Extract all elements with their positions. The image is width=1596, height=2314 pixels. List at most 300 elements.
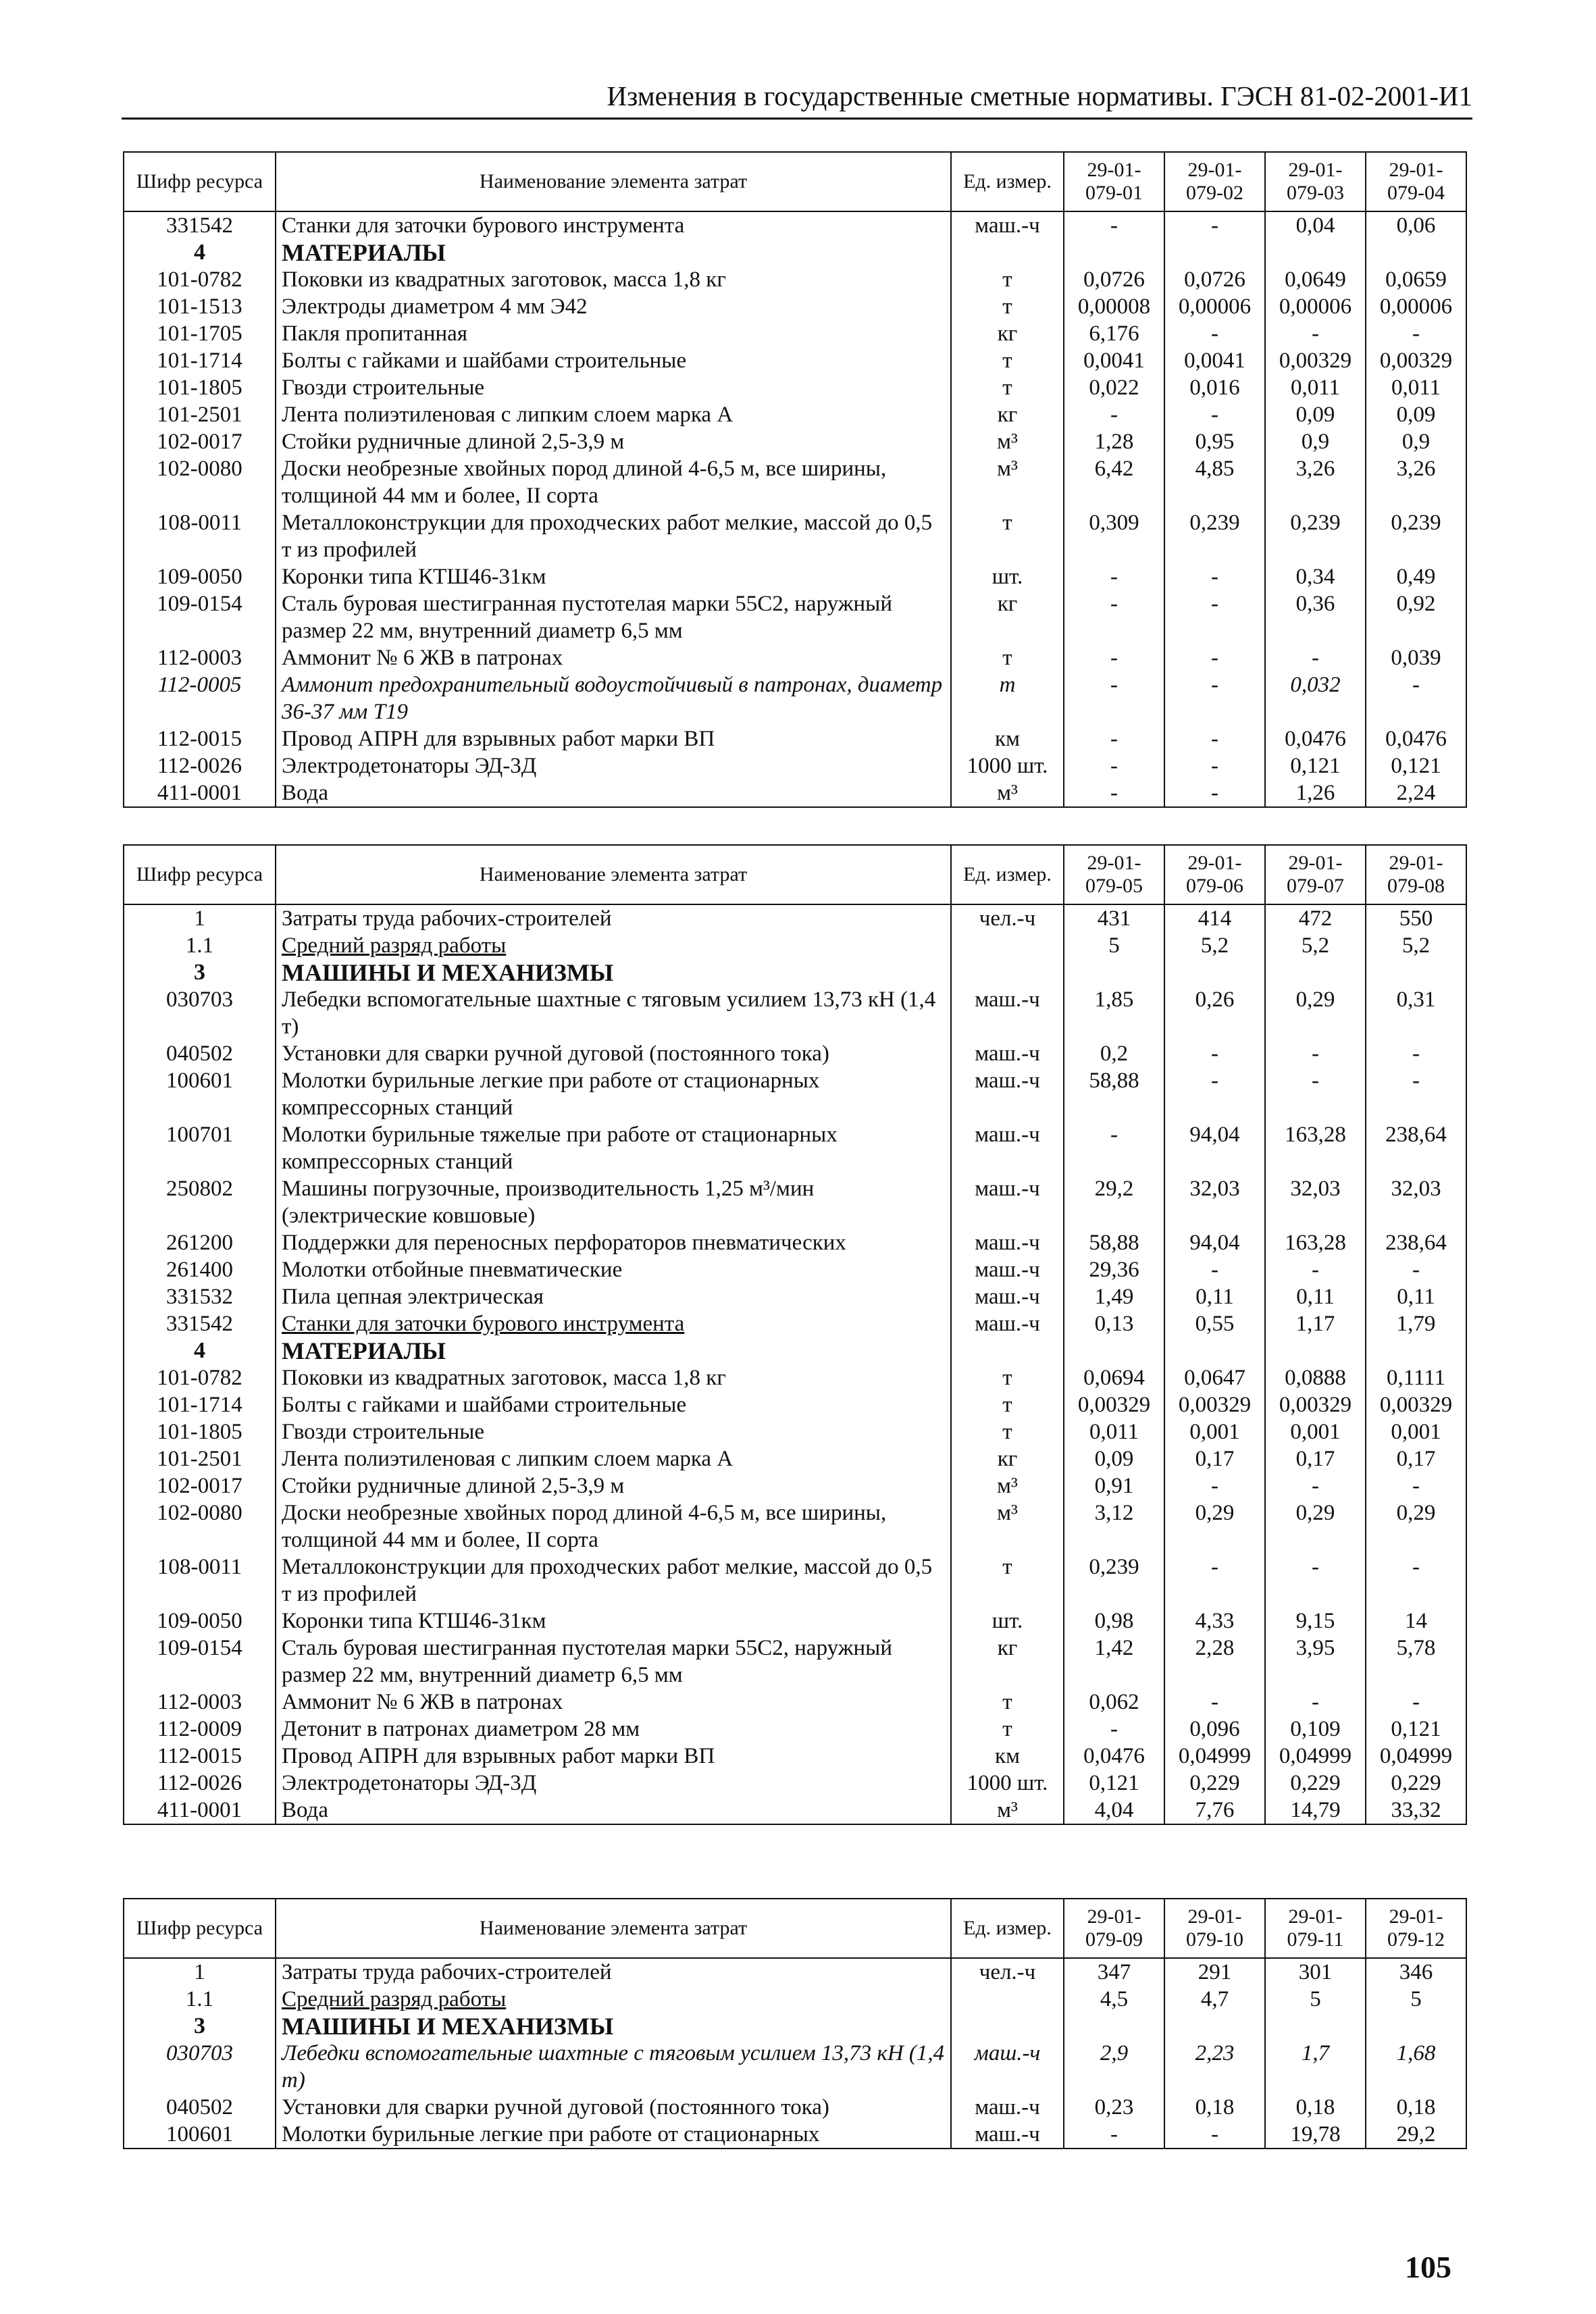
norm-value-cell: - xyxy=(1164,1040,1265,1067)
norm-value-cell: 33,32 xyxy=(1366,1797,1466,1824)
norm-value-cell xyxy=(1265,239,1366,266)
norm-value-cell: 0,98 xyxy=(1064,1608,1164,1635)
unit-cell: т xyxy=(951,644,1064,671)
resource-code-cell: 4 xyxy=(124,239,276,266)
cost-element-name-cell: Доски необрезные хвойных пород длиной 4-6,5 м, все ширины, толщиной 44 мм и более, II сорта xyxy=(276,455,951,509)
unit-cell: маш.-ч xyxy=(951,1067,1064,1121)
table-row xyxy=(124,1364,1466,1391)
norm-value-cell: 32,03 xyxy=(1164,1175,1265,1229)
table-row xyxy=(124,1283,1466,1310)
resource-code-cell: 108-0011 xyxy=(124,509,276,563)
table-row xyxy=(124,320,1466,347)
norm-value-cell: 0,239 xyxy=(1366,509,1466,563)
norm-value-cell: - xyxy=(1164,590,1265,644)
table-row xyxy=(124,1608,1466,1635)
norm-value-cell: 0,011 xyxy=(1366,374,1466,401)
cost-element-name-cell: МАШИНЫ И МЕХАНИЗМЫ xyxy=(276,2013,951,2040)
norm-value-cell: 0,9 xyxy=(1265,428,1366,455)
norm-value-cell: - xyxy=(1265,644,1366,671)
table-row xyxy=(124,1958,1466,1986)
norm-value-cell xyxy=(1164,2013,1265,2040)
norm-value-cell: 0,039 xyxy=(1366,644,1466,671)
unit-cell xyxy=(951,2013,1064,2040)
unit-cell: кг xyxy=(951,590,1064,644)
norm-value-cell: - xyxy=(1164,779,1265,807)
table-row xyxy=(124,671,1466,725)
resource-code-cell: 1 xyxy=(124,904,276,932)
norm-value-cell: 431 xyxy=(1064,904,1164,932)
norm-value-cell: - xyxy=(1366,1040,1466,1067)
col-header-norm: 29-01-079-10 xyxy=(1164,1899,1265,1958)
resource-code-cell: 411-0001 xyxy=(124,1797,276,1824)
resource-code-cell: 040502 xyxy=(124,2094,276,2121)
norm-value-cell: 4,04 xyxy=(1064,1797,1164,1824)
norm-value-cell: 0,011 xyxy=(1265,374,1366,401)
norm-value-cell: 0,00329 xyxy=(1265,1391,1366,1418)
norm-value-cell: 0,00329 xyxy=(1064,1391,1164,1418)
resource-code-cell: 112-0005 xyxy=(124,671,276,725)
norm-value-cell: 2,9 xyxy=(1064,2040,1164,2094)
norm-value-cell: 0,04999 xyxy=(1164,1743,1265,1770)
col-header-norm: 29-01-079-02 xyxy=(1164,152,1265,211)
col-header-norm: 29-01-079-05 xyxy=(1064,845,1164,904)
norm-value-cell: - xyxy=(1164,725,1265,752)
norm-value-cell: - xyxy=(1164,644,1265,671)
resource-table-1 xyxy=(123,151,1467,808)
norm-value-cell: - xyxy=(1164,401,1265,428)
cost-element-name-cell: Установки для сварки ручной дуговой (постоянного тока) xyxy=(276,2094,951,2121)
unit-cell: т xyxy=(951,374,1064,401)
norm-value-cell: 238,64 xyxy=(1366,1121,1466,1175)
resource-code-cell: 1.1 xyxy=(124,1986,276,2013)
unit-cell: т xyxy=(951,1391,1064,1418)
norm-value-cell: 0,00329 xyxy=(1366,347,1466,374)
cost-element-name-cell: Провод АПРН для взрывных работ марки ВП xyxy=(276,725,951,752)
resource-code-cell: 109-0154 xyxy=(124,1635,276,1689)
page-number: 105 xyxy=(1405,2250,1451,2284)
table-row xyxy=(124,1229,1466,1256)
norm-value-cell: - xyxy=(1265,1256,1366,1283)
unit-cell: т xyxy=(951,266,1064,293)
unit-cell: маш.-ч xyxy=(951,1256,1064,1283)
norm-value-cell: 238,64 xyxy=(1366,1229,1466,1256)
norm-value-cell: 0,0476 xyxy=(1265,725,1366,752)
cost-element-name-cell: Гвозди строительные xyxy=(276,1418,951,1445)
cost-element-name-cell: Пила цепная электрическая xyxy=(276,1283,951,1310)
norm-value-cell: - xyxy=(1366,1067,1466,1121)
norm-value-cell: 0,04 xyxy=(1265,211,1366,239)
cost-element-name-cell: Аммонит № 6 ЖВ в патронах xyxy=(276,1689,951,1716)
col-header-unit: Ед. измер. xyxy=(951,152,1064,211)
table-row xyxy=(124,509,1466,563)
norm-value-cell: - xyxy=(1265,1553,1366,1608)
resource-code-cell: 101-1705 xyxy=(124,320,276,347)
resource-code-cell: 101-1805 xyxy=(124,374,276,401)
cost-element-name-cell: Поковки из квадратных заготовок, масса 1,8 кг xyxy=(276,1364,951,1391)
resource-code-cell: 1 xyxy=(124,1958,276,1986)
cost-element-name-cell: Поддержки для переносных перфораторов пневматических xyxy=(276,1229,951,1256)
norm-value-cell: 0,9 xyxy=(1366,428,1466,455)
norm-value-cell: - xyxy=(1164,2121,1265,2149)
norm-value-cell: 0,29 xyxy=(1366,1499,1466,1553)
cost-element-name-cell: Электродетонаторы ЭД-3Д xyxy=(276,752,951,779)
norm-value-cell: 0,04999 xyxy=(1265,1743,1366,1770)
norm-value-cell: - xyxy=(1164,320,1265,347)
norm-value-cell: 0,032 xyxy=(1265,671,1366,725)
norm-value-cell: 0,18 xyxy=(1366,2094,1466,2121)
resource-code-cell: 112-0009 xyxy=(124,1716,276,1743)
norm-value-cell: 29,36 xyxy=(1064,1256,1164,1283)
resource-code-cell: 102-0080 xyxy=(124,455,276,509)
resource-table-3 xyxy=(123,1898,1467,2149)
norm-value-cell xyxy=(1164,1337,1265,1364)
table-body xyxy=(124,211,1466,807)
norm-value-cell: - xyxy=(1366,320,1466,347)
norm-value-cell: 5,78 xyxy=(1366,1635,1466,1689)
unit-cell xyxy=(951,959,1064,986)
unit-cell: т xyxy=(951,1716,1064,1743)
norm-value-cell: - xyxy=(1064,779,1164,807)
section-row xyxy=(124,2013,1466,2040)
norm-value-cell: 0,109 xyxy=(1265,1716,1366,1743)
unit-cell: м³ xyxy=(951,1499,1064,1553)
norm-value-cell: 0,0888 xyxy=(1265,1364,1366,1391)
resource-code-cell: 100701 xyxy=(124,1121,276,1175)
resource-code-cell: 109-0154 xyxy=(124,590,276,644)
unit-cell: т xyxy=(951,1689,1064,1716)
norm-value-cell: 0,309 xyxy=(1064,509,1164,563)
resource-code-cell: 411-0001 xyxy=(124,779,276,807)
cost-element-name-cell: Стойки рудничные длиной 2,5-3,9 м xyxy=(276,428,951,455)
table-row xyxy=(124,1445,1466,1472)
unit-cell: кг xyxy=(951,1635,1064,1689)
cost-element-name-cell: Установки для сварки ручной дуговой (постоянного тока) xyxy=(276,1040,951,1067)
resource-code-cell: 101-1714 xyxy=(124,347,276,374)
norm-value-cell: 3,12 xyxy=(1064,1499,1164,1553)
norm-value-cell: 0,29 xyxy=(1164,1499,1265,1553)
norm-value-cell: - xyxy=(1064,590,1164,644)
norm-value-cell: - xyxy=(1064,211,1164,239)
unit-cell: 1000 шт. xyxy=(951,752,1064,779)
norm-value-cell: 6,42 xyxy=(1064,455,1164,509)
norm-value-cell: 3,26 xyxy=(1366,455,1466,509)
norm-value-cell: 0,001 xyxy=(1265,1418,1366,1445)
norm-value-cell: 0,229 xyxy=(1164,1770,1265,1797)
norm-value-cell: - xyxy=(1366,1256,1466,1283)
norm-value-cell: 0,239 xyxy=(1164,509,1265,563)
norm-value-cell: 58,88 xyxy=(1064,1229,1164,1256)
resource-code-cell: 101-0782 xyxy=(124,266,276,293)
norm-value-cell: 0,0647 xyxy=(1164,1364,1265,1391)
norm-value-cell: 0,18 xyxy=(1265,2094,1366,2121)
unit-cell: маш.-ч xyxy=(951,211,1064,239)
table-row xyxy=(124,1716,1466,1743)
norm-value-cell: 0,18 xyxy=(1164,2094,1265,2121)
norm-value-cell: - xyxy=(1164,563,1265,590)
norm-value-cell: - xyxy=(1164,752,1265,779)
norm-value-cell: 0,06 xyxy=(1366,211,1466,239)
norm-value-cell: 163,28 xyxy=(1265,1229,1366,1256)
unit-cell: маш.-ч xyxy=(951,1121,1064,1175)
norm-value-cell: 0,17 xyxy=(1164,1445,1265,1472)
table-row xyxy=(124,2121,1466,2149)
norm-value-cell xyxy=(1265,959,1366,986)
norm-value-cell: 301 xyxy=(1265,1958,1366,1986)
unit-cell: чел.-ч xyxy=(951,904,1064,932)
norm-value-cell: 0,001 xyxy=(1366,1418,1466,1445)
norm-value-cell xyxy=(1064,2013,1164,2040)
norm-value-cell: - xyxy=(1064,1716,1164,1743)
col-header-norm: 29-01-079-04 xyxy=(1366,152,1466,211)
norm-value-cell: 347 xyxy=(1064,1958,1164,1986)
norm-value-cell: 0,0041 xyxy=(1064,347,1164,374)
cost-element-name-cell: Стойки рудничные длиной 2,5-3,9 м xyxy=(276,1472,951,1499)
resource-code-cell: 112-0003 xyxy=(124,644,276,671)
norm-value-cell: 0,00008 xyxy=(1064,293,1164,320)
unit-cell: маш.-ч xyxy=(951,1040,1064,1067)
norm-value-cell: 0,1111 xyxy=(1366,1364,1466,1391)
unit-cell: м³ xyxy=(951,779,1064,807)
norm-value-cell: 0,0726 xyxy=(1064,266,1164,293)
table-row xyxy=(124,1770,1466,1797)
resource-code-cell: 030703 xyxy=(124,2040,276,2094)
cost-element-name-text: Средний разряд работы xyxy=(282,933,507,958)
norm-value-cell: 29,2 xyxy=(1064,1175,1164,1229)
unit-cell: маш.-ч xyxy=(951,2121,1064,2149)
norm-value-cell: 6,176 xyxy=(1064,320,1164,347)
norm-value-cell: 3,26 xyxy=(1265,455,1366,509)
norm-value-cell: 0,04999 xyxy=(1366,1743,1466,1770)
table-row xyxy=(124,904,1466,932)
resource-code-cell: 112-0026 xyxy=(124,752,276,779)
cost-element-name-cell: Электродетонаторы ЭД-3Д xyxy=(276,1770,951,1797)
norm-value-cell: - xyxy=(1164,1256,1265,1283)
resource-code-cell: 101-2501 xyxy=(124,1445,276,1472)
norm-value-cell: 163,28 xyxy=(1265,1121,1366,1175)
table-row xyxy=(124,374,1466,401)
norm-value-cell: 0,0476 xyxy=(1064,1743,1164,1770)
unit-cell: т xyxy=(951,347,1064,374)
col-header-norm: 29-01-079-06 xyxy=(1164,845,1265,904)
cost-element-name-cell: Лебедки вспомогательные шахтные с тяговым усилием 13,73 кН (1,4 т) xyxy=(276,986,951,1040)
unit-cell: км xyxy=(951,725,1064,752)
norm-value-cell: - xyxy=(1164,1689,1265,1716)
norm-value-cell: 4,85 xyxy=(1164,455,1265,509)
section-row xyxy=(124,959,1466,986)
table-row xyxy=(124,428,1466,455)
norm-value-cell: 4,5 xyxy=(1064,1986,1164,2013)
norm-value-cell: 0,016 xyxy=(1164,374,1265,401)
norm-value-cell xyxy=(1064,959,1164,986)
col-header-norm: 29-01-079-07 xyxy=(1265,845,1366,904)
norm-value-cell xyxy=(1366,1337,1466,1364)
norm-value-cell: 0,001 xyxy=(1164,1418,1265,1445)
table-body xyxy=(124,1958,1466,2149)
norm-value-cell: 5,2 xyxy=(1265,932,1366,959)
unit-cell: м³ xyxy=(951,1472,1064,1499)
table-row xyxy=(124,1635,1466,1689)
unit-cell: м³ xyxy=(951,455,1064,509)
cost-element-name-cell: Аммонит № 6 ЖВ в патронах xyxy=(276,644,951,671)
norm-value-cell: 0,11 xyxy=(1164,1283,1265,1310)
cost-element-name-cell: Доски необрезные хвойных пород длиной 4-6,5 м, все ширины, толщиной 44 мм и более, II сорта xyxy=(276,1499,951,1553)
cost-element-name-cell: МАТЕРИАЛЫ xyxy=(276,1337,951,1364)
cost-element-name-cell: МАШИНЫ И МЕХАНИЗМЫ xyxy=(276,959,951,986)
resource-code-cell: 250802 xyxy=(124,1175,276,1229)
norm-value-cell: 0,00329 xyxy=(1265,347,1366,374)
norm-value-cell: - xyxy=(1366,671,1466,725)
norm-value-cell: 291 xyxy=(1164,1958,1265,1986)
norm-value-cell: - xyxy=(1164,1472,1265,1499)
resource-table-2 xyxy=(123,844,1467,1825)
norm-value-cell: 0,121 xyxy=(1366,752,1466,779)
unit-cell: м³ xyxy=(951,1797,1064,1824)
norm-value-cell: 2,23 xyxy=(1164,2040,1265,2094)
cost-element-name-cell xyxy=(276,1986,951,2013)
norm-value-cell: 0,0694 xyxy=(1064,1364,1164,1391)
col-header-norm: 29-01-079-08 xyxy=(1366,845,1466,904)
table-row xyxy=(124,1391,1466,1418)
resource-code-cell: 331532 xyxy=(124,1283,276,1310)
table-row xyxy=(124,1418,1466,1445)
cost-element-name-cell: Аммонит предохранительный водоустойчивый в патронах, диаметр 36-37 мм Т19 xyxy=(276,671,951,725)
norm-value-cell: 0,229 xyxy=(1366,1770,1466,1797)
norm-value-cell: 0,0649 xyxy=(1265,266,1366,293)
page-header: Изменения в государственные сметные нормативы. ГЭСН 81-02-2001-И1 xyxy=(122,76,1472,120)
resource-code-cell: 112-0015 xyxy=(124,1743,276,1770)
unit-cell: шт. xyxy=(951,1608,1064,1635)
cost-element-name-cell: Болты с гайками и шайбами строительные xyxy=(276,347,951,374)
norm-value-cell: 29,2 xyxy=(1366,2121,1466,2149)
resource-code-cell: 108-0011 xyxy=(124,1553,276,1608)
cost-element-name-cell: Молотки бурильные легкие при работе от стационарных компрессорных станций xyxy=(276,1067,951,1121)
cost-element-name-cell: Детонит в патронах диаметром 28 мм xyxy=(276,1716,951,1743)
cost-element-name-text: Средний разряд работы xyxy=(282,1987,507,2011)
resource-code-cell: 030703 xyxy=(124,986,276,1040)
norm-value-cell: 1,49 xyxy=(1064,1283,1164,1310)
resource-code-cell: 101-2501 xyxy=(124,401,276,428)
norm-value-cell: 1,26 xyxy=(1265,779,1366,807)
norm-value-cell: 0,17 xyxy=(1366,1445,1466,1472)
table-row xyxy=(124,644,1466,671)
resource-code-cell: 102-0080 xyxy=(124,1499,276,1553)
cost-element-name-cell: Болты с гайками и шайбами строительные xyxy=(276,1391,951,1418)
resource-code-cell: 100601 xyxy=(124,2121,276,2149)
col-header-code: Шифр ресурса xyxy=(124,845,276,904)
norm-value-cell: 14,79 xyxy=(1265,1797,1366,1824)
unit-cell: шт. xyxy=(951,563,1064,590)
unit-cell xyxy=(951,1986,1064,2013)
norm-value-cell: - xyxy=(1064,752,1164,779)
table-header-row xyxy=(124,845,1466,904)
col-header-norm: 29-01-079-09 xyxy=(1064,1899,1164,1958)
norm-value-cell: 0,09 xyxy=(1064,1445,1164,1472)
cost-element-name-text: Станки для заточки бурового инструмента xyxy=(282,1312,685,1336)
norm-value-cell: 0,00329 xyxy=(1164,1391,1265,1418)
resource-code-cell: 3 xyxy=(124,959,276,986)
unit-cell: маш.-ч xyxy=(951,1310,1064,1337)
norm-value-cell: 0,11 xyxy=(1265,1283,1366,1310)
norm-value-cell: 0,121 xyxy=(1064,1770,1164,1797)
unit-cell: чел.-ч xyxy=(951,1958,1064,1986)
norm-value-cell: 4,7 xyxy=(1164,1986,1265,2013)
norm-value-cell: 0,31 xyxy=(1366,986,1466,1040)
norm-value-cell: 7,76 xyxy=(1164,1797,1265,1824)
table-row xyxy=(124,1175,1466,1229)
norm-value-cell: - xyxy=(1164,211,1265,239)
norm-value-cell: 0,11 xyxy=(1366,1283,1466,1310)
cost-element-name-cell: Электроды диаметром 4 мм Э42 xyxy=(276,293,951,320)
resource-code-cell: 109-0050 xyxy=(124,563,276,590)
unit-cell: маш.-ч xyxy=(951,986,1064,1040)
cost-element-name-cell: Провод АПРН для взрывных работ марки ВП xyxy=(276,1743,951,1770)
cost-element-name-cell: Металлоконструкции для проходческих работ мелкие, массой до 0,5 т из профилей xyxy=(276,509,951,563)
norm-value-cell: 472 xyxy=(1265,904,1366,932)
resource-code-cell: 112-0003 xyxy=(124,1689,276,1716)
table-row xyxy=(124,1040,1466,1067)
unit-cell xyxy=(951,239,1064,266)
cost-element-name-cell: Лента полиэтиленовая с липким слоем марка А xyxy=(276,1445,951,1472)
col-header-norm: 29-01-079-03 xyxy=(1265,152,1366,211)
norm-value-cell: 0,00329 xyxy=(1366,1391,1466,1418)
resource-code-cell: 101-1805 xyxy=(124,1418,276,1445)
norm-value-cell: 0,00006 xyxy=(1366,293,1466,320)
norm-value-cell: 1,79 xyxy=(1366,1310,1466,1337)
norm-value-cell: 0,26 xyxy=(1164,986,1265,1040)
norm-value-cell xyxy=(1164,959,1265,986)
col-header-norm: 29-01-079-01 xyxy=(1064,152,1164,211)
table-row xyxy=(124,266,1466,293)
cost-element-name-cell: Коронки типа КТШ46-31км xyxy=(276,1608,951,1635)
norm-value-cell: 0,239 xyxy=(1265,509,1366,563)
norm-value-cell: 0,121 xyxy=(1366,1716,1466,1743)
norm-value-cell xyxy=(1366,2013,1466,2040)
cost-element-name-cell: Сталь буровая шестигранная пустотелая марки 55С2, наружный размер 22 мм, внутренний диаметр 6,5 мм xyxy=(276,1635,951,1689)
table-row xyxy=(124,1553,1466,1608)
norm-value-cell: - xyxy=(1064,725,1164,752)
resource-code-cell: 101-1513 xyxy=(124,293,276,320)
norm-value-cell: 0,49 xyxy=(1366,563,1466,590)
table-row xyxy=(124,1310,1466,1337)
norm-value-cell: 0,17 xyxy=(1265,1445,1366,1472)
norm-value-cell: 19,78 xyxy=(1265,2121,1366,2149)
table-row xyxy=(124,1472,1466,1499)
norm-value-cell: 1,7 xyxy=(1265,2040,1366,2094)
table-row xyxy=(124,455,1466,509)
norm-value-cell: 550 xyxy=(1366,904,1466,932)
norm-value-cell: 0,95 xyxy=(1164,428,1265,455)
norm-value-cell: 0,0726 xyxy=(1164,266,1265,293)
norm-value-cell xyxy=(1265,1337,1366,1364)
norm-value-cell: - xyxy=(1064,644,1164,671)
unit-cell: кг xyxy=(951,1445,1064,1472)
cost-element-name-cell: Вода xyxy=(276,1797,951,1824)
norm-value-cell: 0,2 xyxy=(1064,1040,1164,1067)
cost-element-name-cell xyxy=(276,932,951,959)
col-header-name: Наименование элемента затрат xyxy=(276,845,951,904)
table-row xyxy=(124,1986,1466,2013)
norm-value-cell: 0,92 xyxy=(1366,590,1466,644)
cost-element-name-cell xyxy=(276,1310,951,1337)
table-header-row xyxy=(124,152,1466,211)
norm-value-cell: - xyxy=(1366,1472,1466,1499)
col-header-norm: 29-01-079-12 xyxy=(1366,1899,1466,1958)
table-row xyxy=(124,986,1466,1040)
cost-element-name-cell: Лебедки вспомогательные шахтные с тяговым усилием 13,73 кН (1,4 т) xyxy=(276,2040,951,2094)
norm-value-cell: 4,33 xyxy=(1164,1608,1265,1635)
table-row xyxy=(124,1067,1466,1121)
unit-cell: 1000 шт. xyxy=(951,1770,1064,1797)
